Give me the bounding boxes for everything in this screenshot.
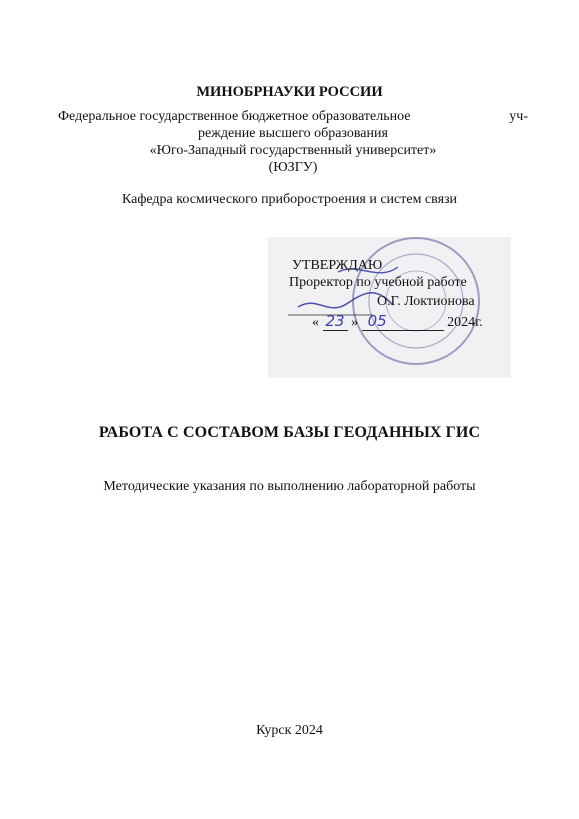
ministry-heading: МИНОБРНАУКИ РОССИИ <box>196 84 383 100</box>
organization-line-2: реждение высшего образования <box>198 126 388 141</box>
date-day: 23 <box>323 312 348 331</box>
organization-line-1-right: уч- <box>509 109 528 124</box>
approval-date <box>312 312 483 331</box>
approval-name: О.Г. Локтионова <box>377 294 475 309</box>
approval-position: Проректор по учебной работе <box>289 275 467 290</box>
organization-line-1 <box>58 109 528 125</box>
document-subtitle: Методические указания по выполнению лабораторной работы <box>103 479 476 494</box>
date-close-quote: » <box>351 315 359 330</box>
department-name: Кафедра космического приборостроения и систем связи <box>121 192 458 207</box>
document-title: РАБОТА С СОСТАВОМ БАЗЫ ГЕОДАННЫХ ГИС <box>98 424 481 441</box>
organization-line-1-left: Федеральное государственное бюджетное образовательное <box>58 109 411 124</box>
city-year: Курск 2024 <box>256 723 323 738</box>
date-month: 05 <box>362 312 444 331</box>
approval-approved: УТВЕРЖДАЮ <box>292 258 383 273</box>
organization-block <box>58 109 528 176</box>
date-open-quote: « <box>312 315 319 330</box>
organization-line-3: «Юго-Западный государственный университет» <box>149 143 437 158</box>
date-year: 2024г. <box>447 315 483 330</box>
organization-line-4: (ЮЗГУ) <box>268 160 318 175</box>
